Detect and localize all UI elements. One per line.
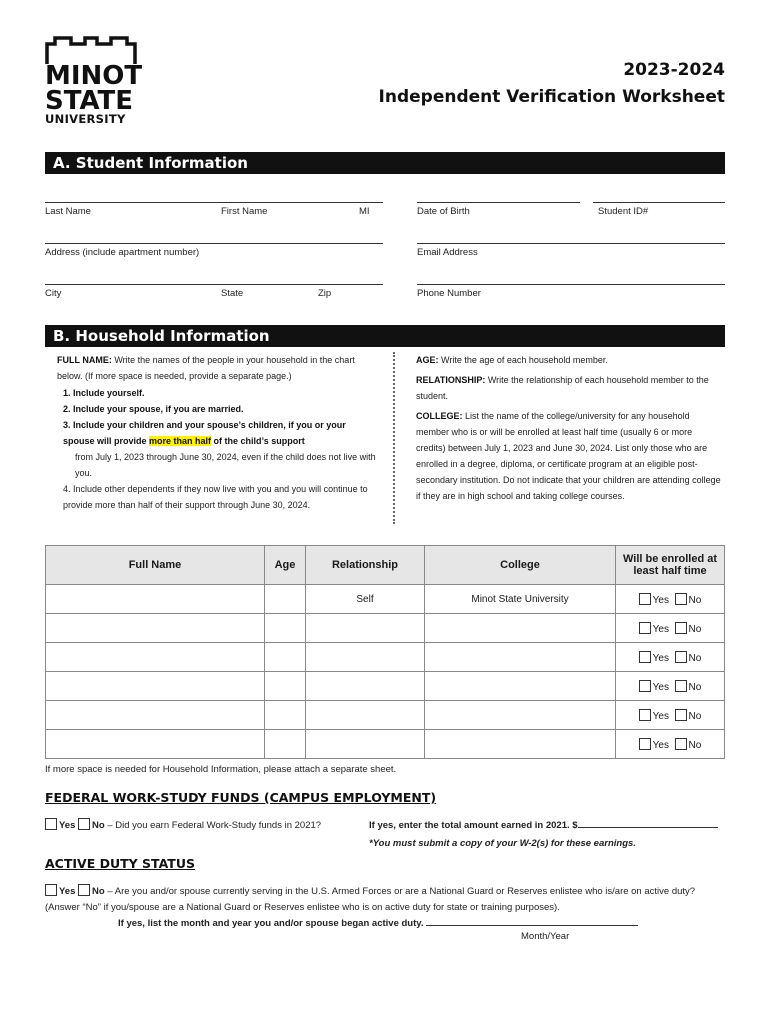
last-name-label: Last Name [45, 206, 91, 217]
active-duty-question: Yes No – Are you and/or spouse currently serving in the U.S. Armed Forces or are a National Guard or Reserves enlistee who is/are on active duty? (Answer “No” if you/spouse are a National Guard or Reserves enlistee who is on active duty for state or training purposes). [45, 886, 696, 913]
enrolled-cell: Yes No [616, 672, 725, 701]
age-cell[interactable] [265, 643, 306, 672]
form-year: 2023-2024 [623, 60, 725, 80]
age-cell[interactable] [265, 701, 306, 730]
student-id-label: Student ID# [598, 206, 649, 217]
table-row [46, 701, 725, 730]
section-a-header: A. Student Information [45, 152, 725, 174]
college-cell[interactable] [425, 614, 616, 643]
relationship-cell[interactable] [306, 643, 425, 672]
college-cell[interactable] [425, 643, 616, 672]
col-relationship: Relationship [306, 546, 425, 585]
relationship-cell[interactable]: Self [306, 585, 425, 614]
dob-line[interactable] [417, 202, 580, 203]
mi-label: MI [359, 206, 370, 217]
form-title: Independent Verification Worksheet [378, 87, 725, 107]
active-duty-heading: ACTIVE DUTY STATUS [45, 856, 195, 871]
name-cell[interactable] [46, 730, 265, 759]
household-table [45, 545, 725, 759]
no-checkbox[interactable] [675, 738, 687, 750]
enrolled-cell: Yes No [616, 614, 725, 643]
table-row [46, 585, 725, 614]
no-checkbox[interactable] [675, 680, 687, 692]
enrolled-cell: Yes No [616, 701, 725, 730]
table-row [46, 672, 725, 701]
month-year-label: Month/Year [521, 931, 570, 942]
dotted-divider [393, 352, 395, 524]
relationship-cell[interactable] [306, 672, 425, 701]
address-line[interactable] [45, 243, 383, 244]
age-cell[interactable] [265, 730, 306, 759]
no-checkbox[interactable] [675, 651, 687, 663]
yes-checkbox[interactable] [639, 593, 651, 605]
table-row [46, 643, 725, 672]
yes-checkbox[interactable] [639, 709, 651, 721]
no-checkbox[interactable] [675, 622, 687, 634]
fws-note: *You must submit a copy of your W-2(s) for these earnings. [369, 838, 636, 849]
age-cell[interactable] [265, 672, 306, 701]
relationship-cell[interactable] [306, 730, 425, 759]
email-label: Email Address [417, 247, 478, 258]
logo [45, 36, 143, 128]
enrolled-cell: Yes No [616, 730, 725, 759]
yes-checkbox[interactable] [639, 622, 651, 634]
section-b-header: B. Household Information [45, 325, 725, 347]
yes-checkbox[interactable] [639, 738, 651, 750]
yes-checkbox[interactable] [639, 651, 651, 663]
enrolled-cell: Yes No [616, 585, 725, 614]
logo-line-3: UNIVERSITY [45, 112, 126, 126]
fws-question: Yes No – Did you earn Federal Work-Study funds in 2021? [45, 818, 321, 831]
name-line[interactable] [45, 202, 383, 203]
active-no-checkbox[interactable] [78, 884, 90, 896]
relationship-cell[interactable] [306, 614, 425, 643]
age-cell[interactable] [265, 614, 306, 643]
col-age: Age [265, 546, 306, 585]
college-cell[interactable]: Minot State University [425, 585, 616, 614]
more-space-note: If more space is needed for Household Information, please attach a separate sheet. [45, 764, 397, 775]
fws-yes-checkbox[interactable] [45, 818, 57, 830]
table-header-row [46, 546, 725, 585]
name-cell[interactable] [46, 672, 265, 701]
table-row [46, 614, 725, 643]
active-duty-ifyes: If yes, list the month and year you and/or spouse began active duty. [118, 916, 638, 929]
logo-line-2: STATE [45, 86, 134, 116]
phone-label: Phone Number [417, 288, 481, 299]
yes-checkbox[interactable] [639, 680, 651, 692]
college-cell[interactable] [425, 672, 616, 701]
state-label: State [221, 288, 244, 299]
student-id-line[interactable] [593, 202, 725, 203]
age-cell[interactable] [265, 585, 306, 614]
zip-label: Zip [318, 288, 332, 299]
col-enrolled: Will be enrolled at least half time [616, 546, 725, 585]
name-cell[interactable] [46, 701, 265, 730]
col-college: College [425, 546, 616, 585]
fws-amount-line[interactable] [578, 818, 718, 828]
no-checkbox[interactable] [675, 593, 687, 605]
table-row [46, 730, 725, 759]
col-full-name: Full Name [46, 546, 265, 585]
active-yes-checkbox[interactable] [45, 884, 57, 896]
household-instructions-right: AGE: Write the age of each household member. RELATIONSHIP: Write the relationship of each household member to the student. COLLEGE: List the name of the college/university for any household member who is or will be enrolled at least half time (usually 6 or more credits) between July 1, 2023 and June 30, 2024. List only those who are enrolled in a degree, diploma, or certificate program at an eligible post-secondary institution. Do not indicate that your children are attending college if they are in high school and taking college courses. [416, 355, 721, 501]
address-label: Address (include apartment number) [45, 247, 200, 258]
college-cell[interactable] [425, 730, 616, 759]
email-line[interactable] [417, 243, 725, 244]
city-label: City [45, 288, 62, 299]
fws-heading: FEDERAL WORK-STUDY FUNDS (CAMPUS EMPLOYMENT) [45, 790, 437, 805]
no-checkbox[interactable] [675, 709, 687, 721]
name-cell[interactable] [46, 585, 265, 614]
household-instructions-left: FULL NAME: Write the names of the people in your household in the chart below. (If more space is needed, provide a separate page.) 1. Include yourself. 2. Include your spouse, if you are married. 3. Include your children and your spouse’s children, if you or your spouse will provide more than half of the child’s support from July 1, 2023 through June 30, 2024, even if the child does not live with you. 4. Include other dependents if they now live with you and you will continue to provide more than half of their support through June 30, 2024. [57, 355, 376, 510]
active-duty-date-line[interactable] [426, 916, 638, 926]
name-cell[interactable] [46, 614, 265, 643]
enrolled-cell: Yes No [616, 643, 725, 672]
first-name-label: First Name [221, 206, 268, 217]
name-cell[interactable] [46, 643, 265, 672]
fws-amount: If yes, enter the total amount earned in 2021. $ [369, 818, 718, 831]
dob-label: Date of Birth [417, 206, 470, 217]
college-cell[interactable] [425, 701, 616, 730]
logo-line-1: MINOT [45, 61, 143, 91]
city-line[interactable] [45, 284, 383, 285]
fws-no-checkbox[interactable] [78, 818, 90, 830]
phone-line[interactable] [417, 284, 725, 285]
relationship-cell[interactable] [306, 701, 425, 730]
